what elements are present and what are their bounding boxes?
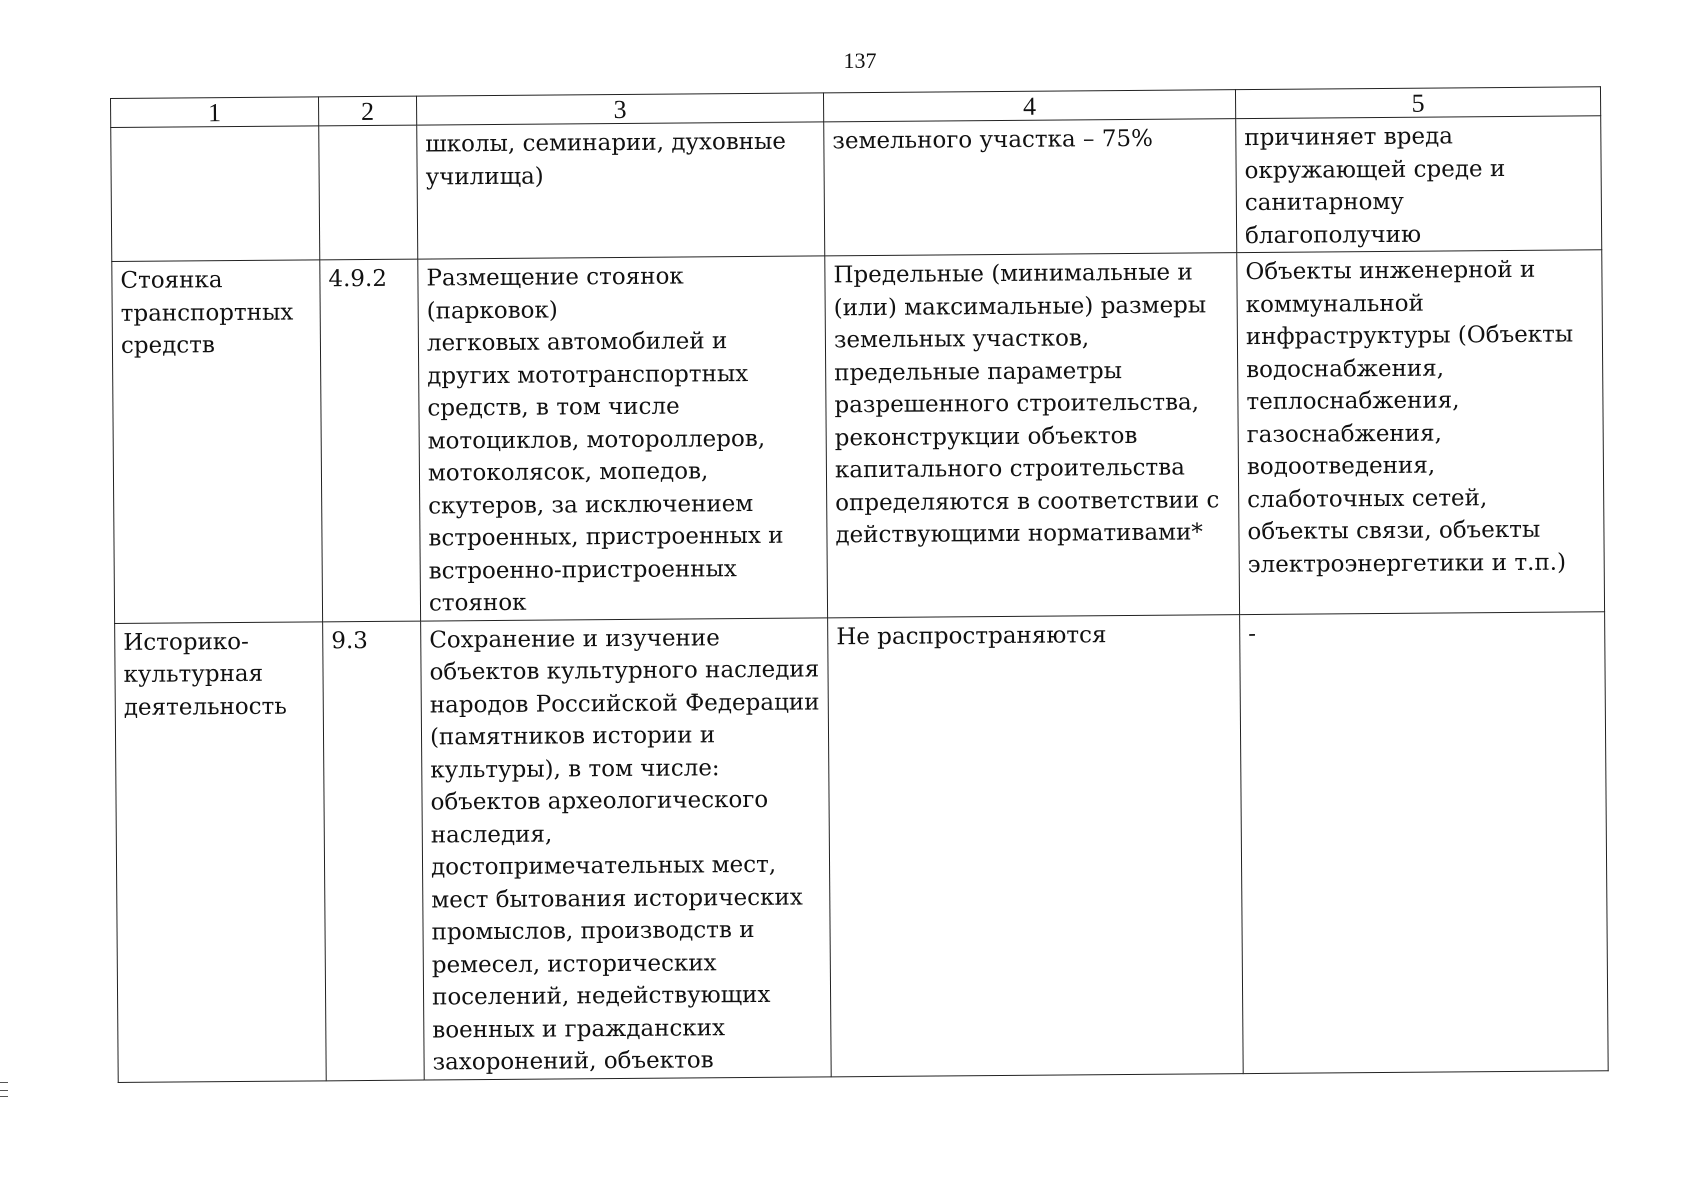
column-header-2: 2 — [318, 96, 416, 126]
use-description-cell — [418, 256, 828, 621]
use-name — [119, 129, 310, 131]
use-parameters: Не распространяются — [836, 621, 1107, 650]
use-name-cell — [115, 621, 327, 1082]
table-row — [111, 116, 1602, 262]
use-conditions: - — [1248, 620, 1257, 647]
use-name-cell — [111, 126, 320, 262]
use-code — [327, 129, 408, 130]
use-description: Сохранение и изучение объектов культурного наследия народов Российской Федерации (памятников истории и культуры), в том числе: объектов археологического наследия, достопримечательных мест, мест бытования исторических промыслов, производств и ремесел, исторических поселений, недействующих военных и гражданских захоронений, объектов — [429, 624, 820, 1076]
use-parameters-cell — [825, 253, 1240, 618]
use-conditions-cell — [1236, 116, 1602, 253]
use-conditions: Объекты инженерной и коммунальной инфраструктуры (Объекты водоснабжения, теплоснабжения, газоснабжения, водоотведения, слаботочных сетей, объекты связи, объекты электроэнергетики и т.п.) — [1245, 256, 1574, 578]
use-code: 9.3 — [331, 627, 368, 654]
scan-edge-mark — [0, 1096, 8, 1097]
use-name: Историко- культурная деятельность — [123, 628, 287, 721]
use-description-cell — [421, 617, 832, 1079]
use-parameters: земельного участка – 75% — [832, 125, 1154, 155]
table-row — [115, 611, 1609, 1082]
column-header-1: 1 — [111, 97, 319, 128]
use-name-cell — [112, 260, 323, 623]
use-parameters-cell — [828, 614, 1244, 1076]
use-conditions-cell — [1240, 611, 1609, 1073]
use-code-cell — [319, 125, 418, 260]
use-description-cell — [417, 122, 825, 259]
column-header-5: 5 — [1235, 87, 1600, 119]
use-conditions-cell — [1237, 250, 1605, 614]
use-parameters-cell — [824, 119, 1237, 256]
land-use-table — [110, 86, 1609, 1082]
column-header-3: 3 — [416, 93, 823, 125]
use-parameters: Предельные (минимальные и (или) максимальные) размеры земельных участков, предельные параметры разрешенного строительства, реконструкции объектов капитального строительства определяются в соответствии с действующими нормативами* — [833, 259, 1220, 549]
use-code-cell — [320, 259, 421, 621]
use-description: Размещение стоянок (парковок) легковых автомобилей и других мототранспортных средств, в том числе мотоциклов, мотороллеров, мотоколясок, мопедов, скутеров, за исключением встроенных, пристроенных и встроенно-пристроенных стоянок — [426, 263, 784, 617]
use-code: 4.9.2 — [328, 265, 388, 293]
use-code-cell — [323, 621, 425, 1081]
table-row — [112, 250, 1605, 623]
page-number: 137 — [843, 48, 877, 73]
column-header-4: 4 — [823, 90, 1235, 122]
scan-edge-mark — [0, 1082, 8, 1083]
use-description: школы, семинарии, духовные училища) — [425, 128, 787, 191]
use-name: Стоянка транспортных средств — [120, 267, 294, 359]
scan-edge-mark — [0, 1090, 8, 1091]
land-use-table-container — [110, 86, 1608, 1082]
use-conditions: причиняет вреда окружающей среде и санитарному благополучию — [1244, 123, 1506, 249]
